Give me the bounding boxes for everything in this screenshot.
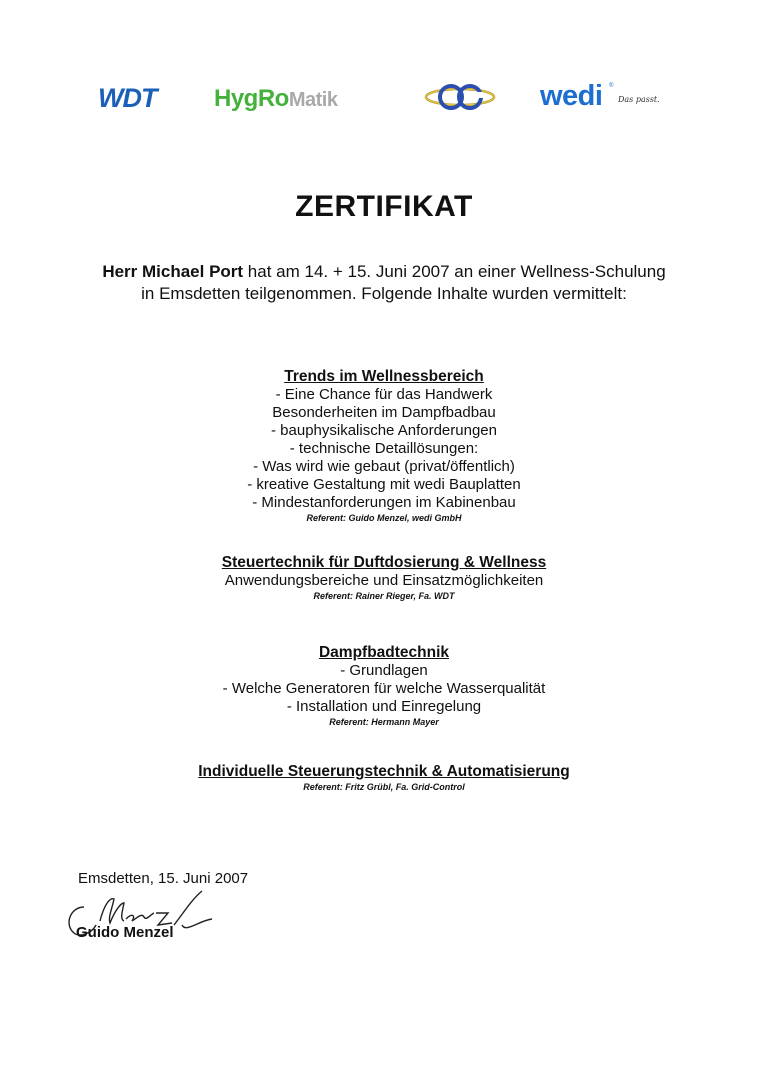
hygromatik-logo — [214, 85, 337, 113]
section-item: - kreative Gestaltung mit wedi Bauplatten — [247, 476, 521, 493]
wedi-tagline: Das passt. — [618, 95, 660, 104]
section-item: - Was wird wie gebaut (privat/öffentlich) — [253, 458, 515, 475]
section-steam-bath-technology — [0, 643, 768, 729]
logo-bar — [0, 78, 768, 118]
wedi-registered-mark: ® — [609, 83, 614, 89]
section-heading: Individuelle Steuerungstechnik & Automatisierung — [198, 763, 570, 780]
hygromatik-logo-part1: HygRo — [214, 85, 289, 112]
section-wellness-trends — [0, 367, 768, 525]
section-referent: Referent: Guido Menzel, wedi GmbH — [306, 513, 462, 523]
section-item: - bauphysikalische Anforderungen — [271, 422, 497, 439]
intro-line-1-text: hat am 14. + 15. Juni 2007 an einer Wellness-Schulung — [243, 262, 666, 281]
certificate-title: ZERTIFIKAT — [295, 190, 473, 223]
section-item: - technische Detaillösungen: — [289, 440, 479, 457]
section-heading: Dampfbadtechnik — [318, 644, 450, 661]
signer-name: Guido Menzel — [76, 924, 174, 941]
hygromatik-logo-part2: Matik — [288, 89, 338, 111]
section-item: - Eine Chance für das Handwerk — [275, 386, 493, 403]
section-referent: Referent: Hermann Mayer — [329, 717, 439, 727]
intro-line-1 — [0, 261, 768, 283]
section-heading: Steuertechnik für Duftdosierung & Wellness — [221, 554, 547, 571]
section-item: - Welche Generatoren für welche Wasserqualität — [222, 680, 546, 697]
intro-line-2: in Emsdetten teilgenommen. Folgende Inhalte wurden vermittelt: — [141, 284, 627, 303]
section-referent: Referent: Rainer Rieger, Fa. WDT — [313, 591, 455, 601]
section-control-technology — [0, 553, 768, 603]
section-item: Besonderheiten im Dampfbadbau — [272, 404, 496, 421]
section-heading: Trends im Wellnessbereich — [284, 368, 484, 385]
section-item: - Installation und Einregelung — [286, 698, 482, 715]
section-item: Anwendungsbereiche und Einsatzmöglichkeiten — [224, 572, 544, 589]
participant-name: Herr Michael Port — [102, 262, 244, 281]
gc-logo — [424, 80, 496, 114]
section-referent: Referent: Fritz Grübl, Fa. Grid-Control — [303, 782, 465, 792]
gc-logo-text: GC — [460, 111, 463, 113]
place-and-date: Emsdetten, 15. Juni 2007 — [78, 870, 249, 887]
wdt-logo: WDT — [98, 83, 157, 113]
section-item: - Mindestanforderungen im Kabinenbau — [252, 494, 516, 511]
intro-paragraph — [0, 261, 768, 305]
section-item: - Grundlagen — [340, 662, 428, 679]
wedi-logo: wedi — [540, 80, 603, 112]
section-automation — [0, 762, 768, 794]
